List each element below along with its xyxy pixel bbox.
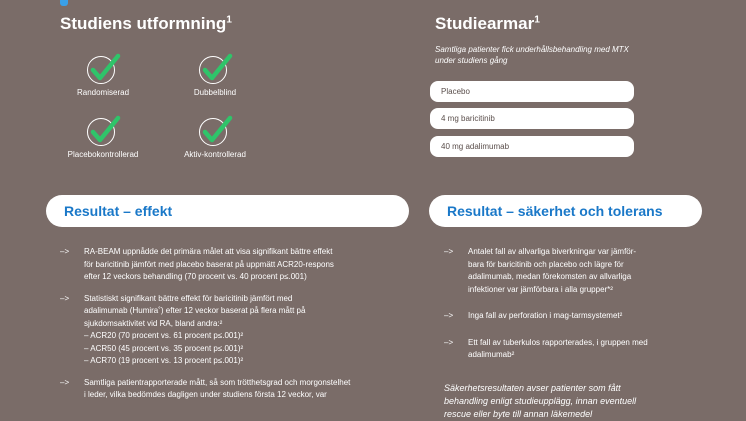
design-item-randomized: [48, 52, 158, 97]
top-accent-bar: [60, 0, 68, 6]
bullet-line: adalimumab²: [468, 350, 515, 359]
bullet-line: Ett fall av tuberkulos rapporterades, i gruppen med: [468, 337, 648, 347]
bullet-line: – ACR50 (45 procent vs. 35 procent p≤.001)²: [84, 343, 244, 353]
efficacy-bullet: [60, 377, 420, 402]
footnote-line: behandling enligt studieupplägg, innan eventuell: [444, 396, 637, 406]
arms-title: [435, 14, 540, 34]
design-item-label: Randomiserad: [76, 88, 130, 97]
design-item-active-controlled: [160, 114, 270, 159]
arrow-icon: –>: [444, 337, 454, 347]
arrow-icon: –>: [444, 311, 454, 320]
arrow-icon: –>: [60, 247, 70, 256]
bullet-line: bara för baricitinib och placebo och lägre för: [468, 259, 624, 269]
efficacy-bullets: [60, 246, 420, 411]
bullet-line: Inga fall av perforation i mag-tarmsystemet²: [468, 311, 623, 320]
check-icon: [87, 52, 119, 84]
bullet-line: infektioner var jämförbara i alla grupper*²: [468, 284, 613, 294]
design-item-label: Dubbelblind: [193, 88, 237, 97]
design-title-text: Studiens utformning: [60, 14, 227, 33]
bullet-line: RA-BEAM uppnådde det primära målet att visa signifikant bättre effekt: [84, 247, 333, 256]
efficacy-bullet: [60, 293, 420, 368]
bullet-line: adalimumab (Humira˚) efter 12 veckor baserat på flera mått på: [84, 306, 306, 315]
bullet-line: Statistiskt signifikant bättre effekt för baricitinib jämfört med: [84, 293, 293, 303]
arm-baricitinib: 4 mg baricitinib: [430, 108, 634, 129]
bullet-line: Samtliga patientrapporterade mått, så som trötthetsgrad och morgonstelhet: [84, 377, 351, 387]
bullet-line: i leder, vilka bedömdes dagligen under studiens första 12 veckor, var: [84, 390, 327, 399]
arm-adalimumab: 40 mg adalimumab: [430, 136, 634, 157]
bullet-line: Antalet fall av allvarliga biverkningar var jämför-: [468, 247, 637, 256]
bullet-line: för baricitinib jämfört med placebo baserat på uppmätt ACR20-respons: [84, 259, 334, 269]
check-icon: [199, 114, 231, 146]
efficacy-bullet: [60, 246, 420, 284]
efficacy-header: Resultat – effekt: [46, 195, 409, 227]
bullet-line: – ACR20 (70 procent vs. 61 procent p≤.001)²: [84, 331, 244, 340]
footnote-line: Säkerhetsresultaten avser patienter som fått: [444, 383, 621, 393]
arrow-icon: –>: [444, 247, 454, 256]
check-icon: [87, 114, 119, 146]
safety-bullets: [444, 246, 714, 371]
arms-subtitle: Samtliga patienter fick underhållsbehandling med MTX under studiens gång: [435, 45, 629, 65]
design-item-double-blind: [160, 52, 270, 97]
footnote-line: rescue eller byte till annan läkemedel: [444, 409, 593, 419]
design-item-label: Placebokontrollerad: [67, 150, 139, 159]
design-title-ref: 1: [226, 14, 232, 26]
safety-header: Resultat – säkerhet och tolerans: [429, 195, 702, 227]
design-item-label: Aktiv-kontrollerad: [184, 150, 246, 159]
bullet-line: – ACR70 (19 procent vs. 13 procent p≤.001)²: [84, 356, 244, 365]
safety-bullet: [444, 337, 714, 362]
bullet-line: efter 12 veckors behandling (70 procent vs. 40 procent p≤.001): [84, 272, 307, 281]
check-icon: [199, 52, 231, 84]
bullet-line: sjukdomsaktivitet vid RA, bland andra:²: [84, 318, 223, 328]
design-item-placebo-controlled: [48, 114, 158, 159]
arrow-icon: –>: [60, 377, 70, 387]
arrow-icon: –>: [60, 293, 70, 303]
arm-placebo: Placebo: [430, 81, 634, 102]
arms-title-ref: 1: [534, 14, 540, 26]
safety-bullet: [444, 246, 714, 296]
design-title: [60, 14, 232, 34]
safety-bullet: [444, 310, 714, 323]
arms-title-text: Studiearmar: [435, 14, 535, 33]
bullet-line: adalimumab, medan förekomsten av allvarliga: [468, 272, 632, 281]
safety-footnote: [444, 382, 684, 421]
